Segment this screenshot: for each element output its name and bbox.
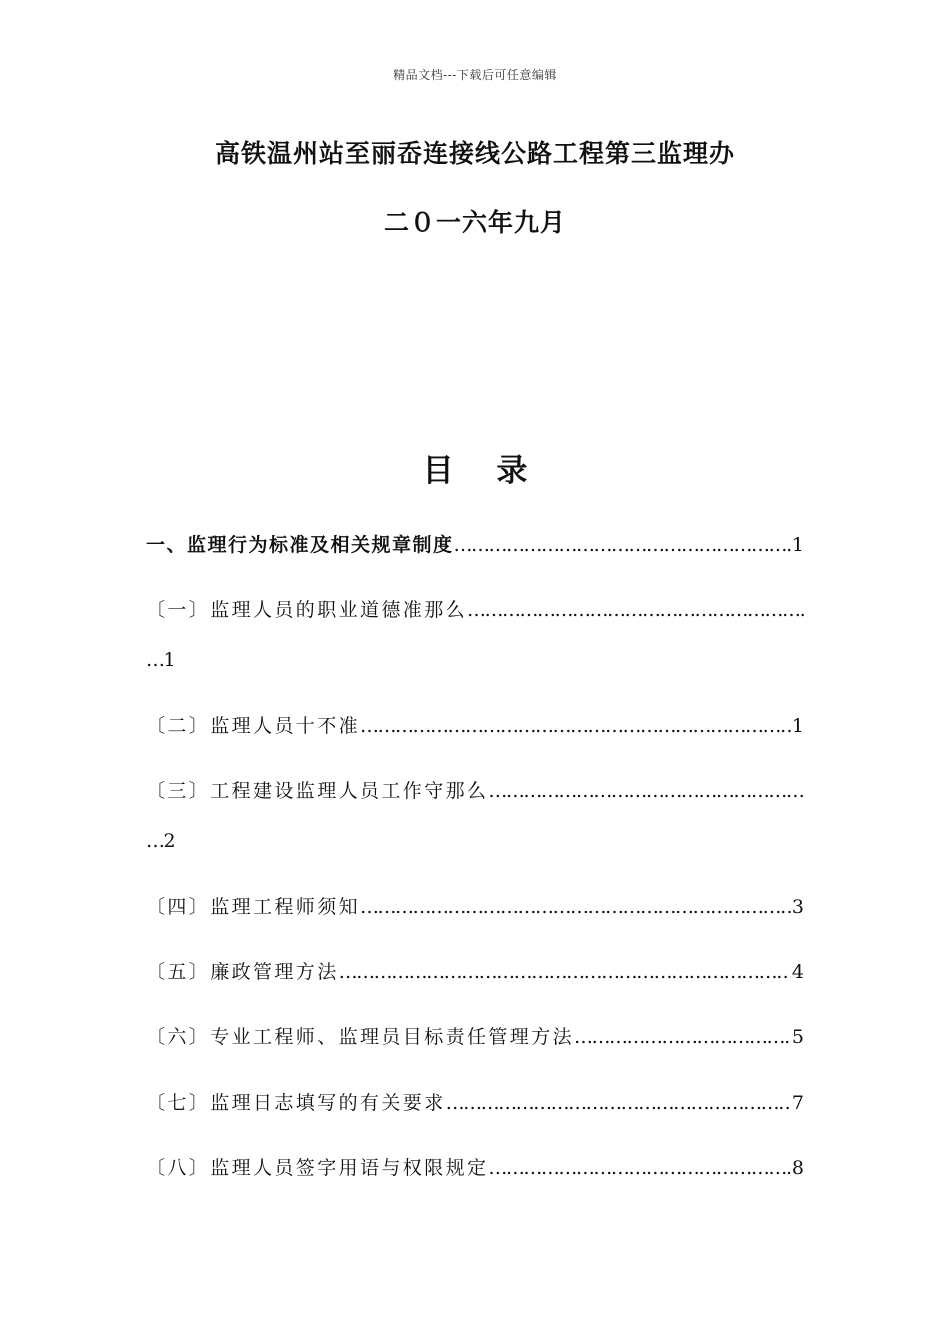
toc-entry-page: 3	[791, 896, 804, 918]
toc-entry-label: 〔三〕工程建设监理人员工作守那么	[146, 780, 489, 802]
toc-entry[interactable]	[146, 530, 804, 560]
toc-entry[interactable]	[146, 1088, 804, 1118]
toc-entry[interactable]	[146, 957, 804, 987]
toc-entry-label: 一、监理行为标准及相关规章制度	[146, 534, 454, 556]
toc-entry-label: 〔四〕监理工程师须知	[146, 896, 361, 918]
toc-entry[interactable]	[146, 892, 804, 922]
toc-entry[interactable]	[146, 776, 804, 806]
toc-entry[interactable]	[146, 1153, 804, 1183]
toc-entry-page: 7	[791, 1092, 804, 1114]
toc-leader-dots	[574, 1022, 791, 1052]
toc-entry-page: 1	[163, 649, 176, 671]
header-note: 精品文档---下载后可任意编辑	[393, 68, 557, 82]
toc-entry-continuation	[146, 826, 176, 856]
toc-leader-dots: …	[146, 830, 164, 852]
toc-entry[interactable]	[146, 595, 804, 625]
document-title: 高铁温州站至丽岙连接线公路工程第三监理办	[214, 139, 735, 168]
toc-entry-label: 〔七〕监理日志填写的有关要求	[146, 1092, 446, 1114]
toc-leader-dots	[488, 1153, 791, 1183]
toc-entry[interactable]	[146, 1022, 804, 1052]
toc-entry-label: 〔五〕廉政管理方法	[146, 961, 339, 983]
toc-entry-page: 1	[791, 534, 804, 556]
document-date: 二０一六年九月	[383, 208, 566, 237]
toc-entry-label: 〔二〕监理人员十不准	[146, 715, 361, 737]
toc-leader-dots	[360, 892, 791, 922]
toc-heading: 目 录	[422, 453, 544, 489]
toc-entry-page: 2	[163, 830, 176, 852]
toc-entry-label: 〔六〕专业工程师、监理员目标责任管理方法	[146, 1026, 575, 1048]
toc-entry-label: 〔一〕监理人员的职业道德准那么	[146, 599, 468, 621]
toc-entry-label: 〔八〕监理人员签字用语与权限规定	[146, 1157, 489, 1179]
toc-leader-dots	[488, 776, 804, 806]
toc-entry-page: 8	[791, 1157, 804, 1179]
toc-leader-dots	[360, 711, 791, 741]
toc-leader-dots	[454, 530, 791, 560]
toc-leader-dots: …	[146, 649, 164, 671]
toc-leader-dots	[467, 595, 804, 625]
toc-entry-continuation	[146, 645, 176, 675]
toc-entry-page: 4	[791, 961, 804, 983]
toc-entry[interactable]	[146, 711, 804, 741]
toc-entry-page: 5	[791, 1026, 804, 1048]
toc-leader-dots	[339, 957, 791, 987]
toc-entry-page: 1	[791, 715, 804, 737]
toc-leader-dots	[446, 1088, 791, 1118]
